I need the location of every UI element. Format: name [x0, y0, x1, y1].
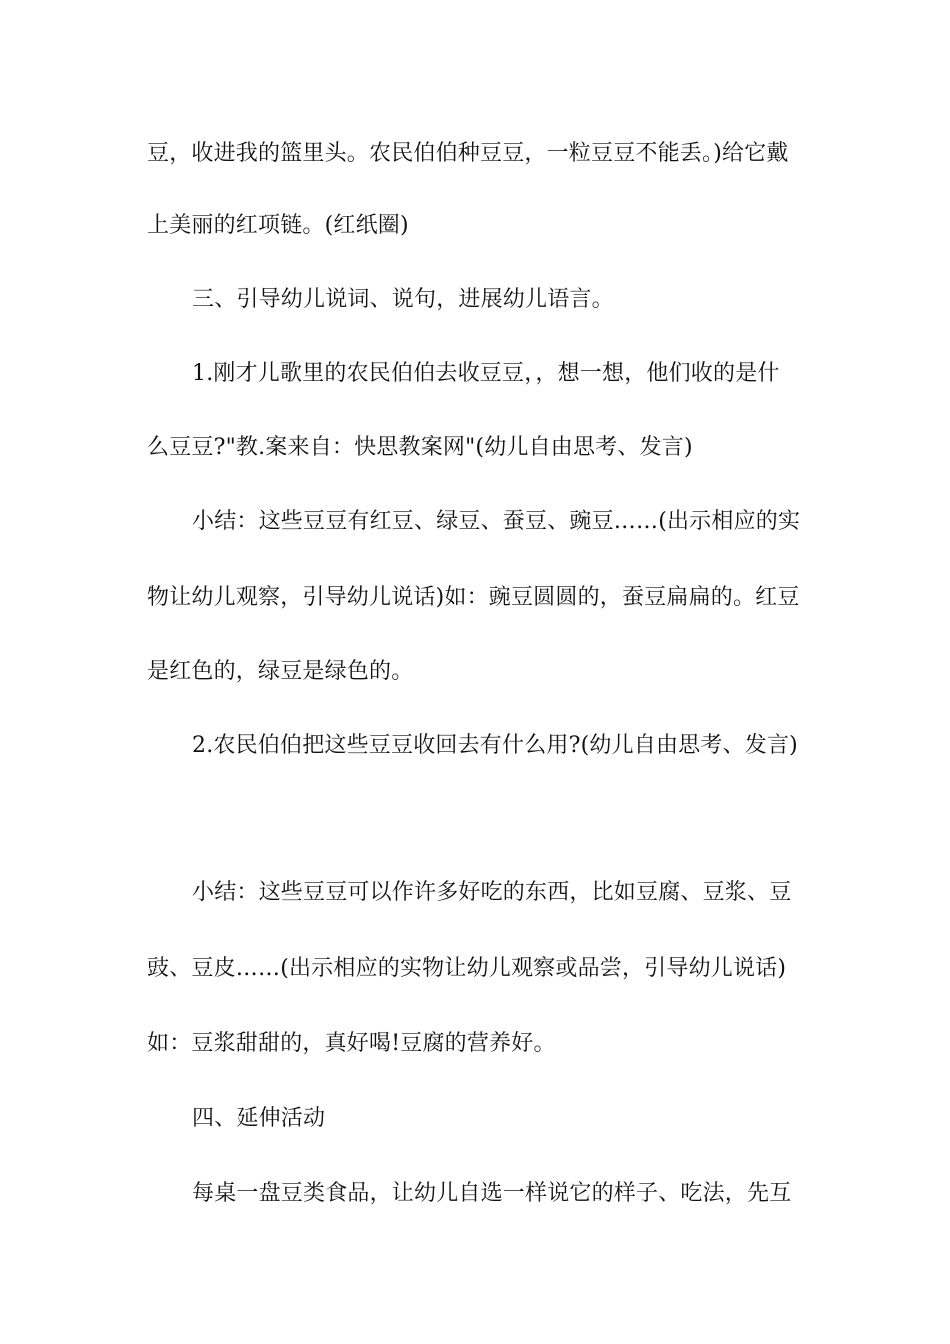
paragraph-line: 物让幼儿观察，引导幼儿说话)如：豌豆圆圆的，蚕豆扁扁的。红豆: [147, 585, 800, 610]
paragraph-line: 小结：这些豆豆有红豆、绿豆、蚕豆、豌豆……(出示相应的实: [192, 509, 801, 534]
paragraph-line: 每桌一盘豆类食品，让幼儿自选一样说它的样子、吃法，先互: [192, 1181, 792, 1206]
paragraph-line: 豆，收进我的篮里头。农民伯伯种豆豆，一粒豆豆不能丢。)给它戴: [147, 141, 789, 166]
paragraph-line: 是红色的，绿豆是绿色的。: [147, 659, 414, 684]
paragraph-line: 么豆豆?"教.案来自：快思教案网"(幼儿自由思考、发言): [147, 435, 693, 460]
paragraph-line: 豉、豆皮……(出示相应的实物让幼儿观察或品尝，引导幼儿说话): [147, 956, 787, 981]
section-heading: 四、延伸活动: [192, 1106, 326, 1131]
paragraph-line: 上美丽的红项链。(红纸圈): [147, 213, 409, 238]
paragraph-line: 如：豆浆甜甜的，真好喝!豆腐的营养好。: [147, 1031, 556, 1056]
section-heading: 三、引导幼儿说词、说句，进展幼儿语言。: [192, 287, 614, 312]
paragraph-line: 1.刚才儿歌里的农民伯伯去收豆豆，，想一想，他们收的是什: [192, 361, 780, 386]
paragraph-line: 2.农民伯伯把这些豆豆收回去有什么用?(幼儿自由思考、发言): [192, 733, 798, 758]
paragraph-line: 小结：这些豆豆可以作许多好吃的东西，比如豆腐、豆浆、豆: [192, 880, 792, 905]
